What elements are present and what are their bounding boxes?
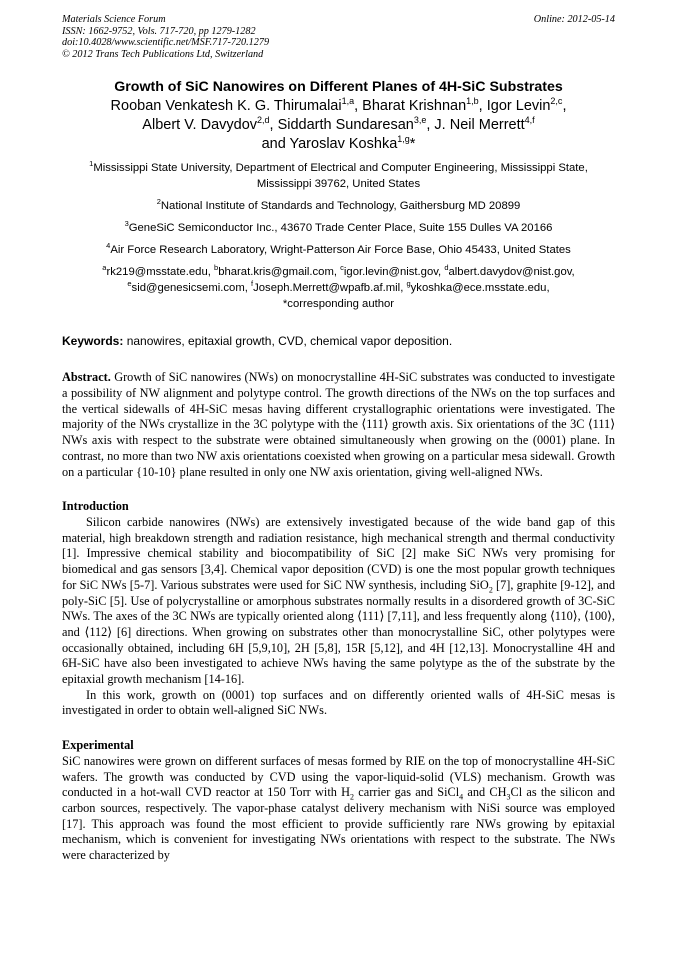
introduction-paragraph: In this work, growth on (0001) top surfaces and on differently oriented walls of 4H-SiC mesas is investigated in order to obtain well-aligned SiC NWs. bbox=[62, 687, 615, 718]
author: Igor Levin bbox=[486, 98, 551, 115]
email-mark: e bbox=[127, 279, 132, 289]
email-mark: g bbox=[406, 279, 411, 289]
email-mark: f bbox=[251, 279, 254, 289]
author: Rooban Venkatesh K. G. Thirumalai bbox=[110, 98, 342, 115]
affiliation bbox=[62, 242, 615, 258]
subscript: 2 bbox=[488, 585, 493, 595]
abstract-text: Growth of SiC nanowires (NWs) on monocrystalline 4H-SiC substrates was conducted to investigate a possibility of NW alignment and polytype control. The growth directions of the NWs on the top surfaces and the vertical sidewalls of 4H-SiC mesas having different crystallographic orientations were investigated. The majority of the NWs crystallize in the 3C polytype with the ⟨111⟩ growth axis. Six orientations of the 3C ⟨111⟩ NWs axis with respect to the substrate were obtained simultaneously when growing on the (0001) plane. In contrast, no more than two NW axis orientations coexisted when growing on a particular mesa sidewall. Growth on a particular {10-10} plane resulted in only one NW axis orientation, giving well-aligned NWs. bbox=[62, 370, 615, 479]
author: and Yaroslav Koshka bbox=[261, 136, 398, 153]
email-mark: c bbox=[340, 263, 344, 273]
online-date: Online: 2012-05-14 bbox=[533, 14, 615, 25]
email: rk219@msstate.edu, bbox=[106, 266, 215, 279]
author-affil-mark: 2,d bbox=[257, 115, 270, 126]
paper-page bbox=[62, 14, 615, 864]
affiliation-text: National Institute of Standards and Technology, Gaithersburg MD 20899 bbox=[160, 200, 521, 213]
author-separator: , bbox=[354, 98, 363, 115]
paragraph-text: carrier gas and SiCl bbox=[354, 785, 460, 800]
email: Joseph.Merrett@wpafb.af.mil, bbox=[253, 282, 407, 295]
keywords-text: nanowires, epitaxial growth, CVD, chemical vapor deposition. bbox=[123, 334, 453, 349]
author: Bharat Krishnan bbox=[362, 98, 467, 115]
keywords-label: Keywords: bbox=[62, 334, 124, 349]
author-list bbox=[62, 97, 615, 154]
author-affil-mark: 4,f bbox=[524, 115, 535, 126]
affiliation-number: 4 bbox=[106, 241, 111, 251]
author-separator: , bbox=[269, 117, 278, 134]
corresponding-note: *corresponding author bbox=[282, 298, 395, 311]
email: bharat.kris@gmail.com, bbox=[218, 266, 341, 279]
affiliation-text: Air Force Research Laboratory, Wright-Patterson Air Force Base, Ohio 45433, United States bbox=[110, 244, 571, 257]
author-separator: , bbox=[562, 98, 567, 115]
introduction-paragraph bbox=[62, 515, 615, 688]
paragraph-text: SiC nanowires were grown on different surfaces of mesas formed by RIE on the top of monocrystalline 4H-SiC wafers. The growth was conducted by CVD using the vapor-liquid-solid (VLS) mechanism. Growth was conducted in a hot-wall CVD reactor at 150 Torr with H bbox=[62, 753, 615, 800]
paragraph-text: Cl as the silicon and carbon sources, respectively. The vapor-phase catalyst delivery mechanism with NiSi source was employed [17]. This approach was found the most efficient to provide sufficiently rare NWs growing by epitaxial mechanism, which is convenient for investigating NWs orientations with respect to the substrate. The NWs were characterized by bbox=[62, 785, 615, 863]
author-separator: , bbox=[478, 98, 487, 115]
paragraph-text: and CH bbox=[463, 785, 507, 800]
section-heading-introduction: Introduction bbox=[62, 499, 129, 514]
email: igor.levin@nist.gov, bbox=[343, 266, 445, 279]
copyright: © 2012 Trans Tech Publications Ltd, Switzerland bbox=[62, 48, 264, 60]
author-affil-mark: 1,g bbox=[397, 134, 410, 145]
affiliation bbox=[62, 220, 615, 236]
doi: doi:10.4028/www.scientific.net/MSF.717-720.1279 bbox=[62, 37, 270, 49]
abstract bbox=[62, 370, 615, 480]
paragraph-text: [7], graphite [9-12], and poly-SiC [5]. Use of polycrystalline or amorphous substrates normally results in a disordered growth of 3C-SiC NWs. The axes of the 3C NWs are typically oriented along ⟨111⟩ [7,11], and less frequently along ⟨110⟩, ⟨100⟩, and ⟨112⟩ [6] directions. When growing on substrates other than monocrystalline SiC, other polytypes were occasionally obtained, including 6H [5,9,10], 2H [5,8], 15R [5,12], and 4H [12,13]. Monocrystalline 4H and 6H-SiC have also been investigated to achieve NWs having the same polytype as the of the substrate by the epitaxial growth mechanism [14-16]. bbox=[62, 577, 615, 687]
subscript: 2 bbox=[350, 792, 355, 802]
affiliation-text: Mississippi State University, Department of Electrical and Computer Engineering, Mississippi State, Mississippi 39762, United States bbox=[93, 162, 588, 191]
email-list bbox=[62, 264, 615, 312]
issn: ISSN: 1662-9752, Vols. 717-720, pp 1279-1282 bbox=[62, 25, 256, 37]
email-mark: d bbox=[444, 263, 449, 273]
section-heading-experimental: Experimental bbox=[62, 738, 134, 753]
affiliation-number: 3 bbox=[124, 219, 129, 229]
email: sid@genesicsemi.com, bbox=[131, 282, 252, 295]
author-affil-mark: 2,c bbox=[550, 96, 563, 107]
email-mark: a bbox=[102, 263, 107, 273]
experimental-paragraph bbox=[62, 754, 615, 864]
affiliation-number: 2 bbox=[156, 197, 161, 207]
author: Siddarth Sundaresan bbox=[277, 117, 414, 134]
email: ykoshka@ece.msstate.edu, bbox=[410, 282, 550, 295]
author-separator: , bbox=[426, 117, 435, 134]
abstract-label: Abstract. bbox=[62, 370, 111, 385]
author-affil-mark: 3,e bbox=[413, 115, 427, 126]
author: Albert V. Davydov bbox=[142, 117, 258, 134]
journal-header bbox=[62, 14, 615, 60]
author: J. Neil Merrett bbox=[434, 117, 525, 134]
paper-title: Growth of SiC Nanowires on Different Planes of 4H-SiC Substrates bbox=[114, 79, 563, 96]
affiliation bbox=[62, 160, 615, 192]
affiliation-number: 1 bbox=[89, 159, 94, 169]
author-affil-mark: 1,a bbox=[341, 96, 355, 107]
author-affil-mark: 1,b bbox=[466, 96, 479, 107]
email-mark: b bbox=[214, 263, 219, 273]
email: albert.davydov@nist.gov, bbox=[448, 266, 575, 279]
paragraph-text: Silicon carbide nanowires (NWs) are extensively investigated because of the wide band gap of this material, high breakdown strength and radiation resistance, high mechanical strength and thermal conductivity [1]. Impressive chemical stability and biocompatibility of SiC [2] make SiC NWs very promising for biomedical and gas sensors [3,4]. Chemical vapor deposition (CVD) is one the most popular growth techniques for SiC NWs [5-7]. Various substrates were used for SiC NW synthesis, including SiO bbox=[62, 515, 615, 592]
subscript: 4 bbox=[459, 792, 464, 802]
journal-name: Materials Science Forum bbox=[62, 14, 166, 25]
keywords bbox=[62, 333, 615, 349]
affiliation-text: GeneSiC Semiconductor Inc., 43670 Trade Center Place, Suite 155 Dulles VA 20166 bbox=[128, 222, 553, 235]
corresponding-star: * bbox=[409, 136, 416, 153]
affiliation bbox=[62, 198, 615, 214]
subscript: 3 bbox=[506, 792, 511, 802]
